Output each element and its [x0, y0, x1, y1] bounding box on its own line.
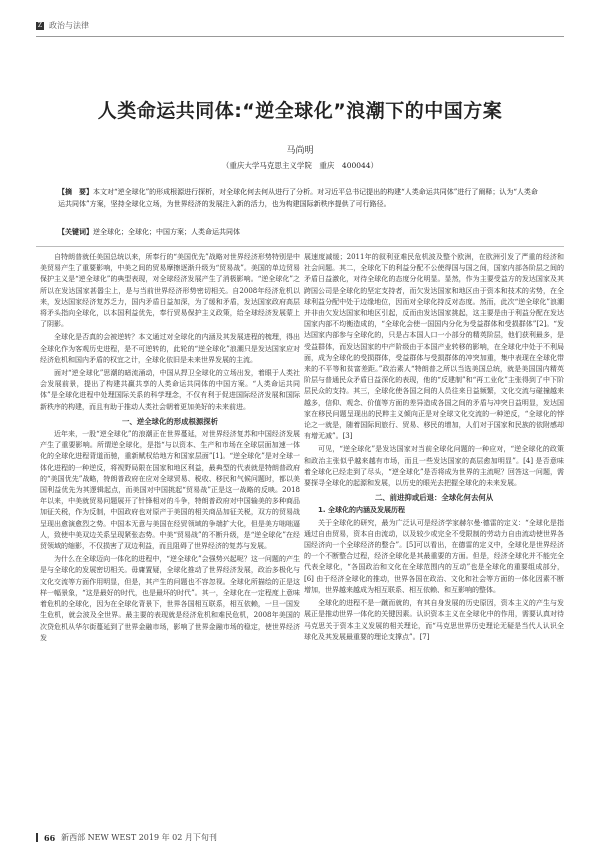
abstract	[58, 186, 542, 210]
running-header	[36, 20, 89, 31]
author-name: 马尚明	[286, 146, 314, 156]
header-rule	[36, 36, 564, 37]
journal-info: 新西部 NEW WEST 2019 年 02 月下旬刊	[61, 833, 217, 842]
paragraph: 为什么在全球迈向一体化的进程中，“逆全球化”会强势兴起呢？这一问题的产生是与全球化的发展密切相关。毋庸置疑，全球化推动了世界经济发展，政治多极化与文化交流等方面作用明显，但是，其产生的问题也不容忽视。全球化所描绘的正是这样一幅景象，“这是最好的时代，也是最坏的时代”。其一，全球化在一定程度上意味着危机的全球化，因为在全球化背景下，世界各国相互联系，相互依赖，一旦一国发生危机，就会波及全世界。最主要的表现就是经济危机和难民危机，2008年美国的次贷危机从华尔街蔓延到了世界金融市场，影响了世界金融市场的稳定，使世界经济发	[40, 555, 300, 642]
right-column	[304, 252, 564, 820]
footer-bar	[36, 833, 38, 842]
paragraph: 近年来，一股“逆全球化”的浪潮正在世界蔓延，对世界经济复苏和中国经济发展产生了重要影响。所谓逆全球化，是指“与以资本、生产和市场在全球层面加速一体化的全球化进程背道而驰，重新赋权给地方和国家层面”[1]。“逆全球化”是对全球一体化进程的一种逆反，将视野局限在国家和地区利益，最典型的代表就是特朗普政府的“美国优先”战略，特朗普政府在应对全球贸易、税收、移民和气候问题时，都以美国利益优先为其逻辑起点，而美国对中国挑起“贸易战”正是这一战略的反映。2018年以来，中美就贸易问题展开了针锋相对的斗争，特朗普政府对中国输美的多种商品加征关税，作为反制，中国政府也对原产于美国的相关商品加征关税，双方的贸易战呈现出愈演愈烈之势。中国本无意与美国在经贸领域的争端扩大化，但是美方咄咄逼人，致使中美双边关系呈现紧张态势。中美“贸易战”的不断升级，是“逆全球化”在经贸领域的缩影，不仅损害了双边利益，而且阻碍了世界经济的复苏与发展。	[40, 430, 300, 551]
article-title: 人类命运共同体:“逆全球化”浪潮下的中国方案	[97, 100, 503, 122]
section-heading: 一、逆全球化的形成根源探析	[121, 416, 219, 426]
author-affiliation: （重庆大学马克思主义学院 重庆 400044）	[221, 161, 379, 170]
paragraph: 全球化是否真的会被逆转？本文通过对全球化的内涵及其发展进程的梳理，得出全球化作为客观历史进程，是不可逆转的，此轮的“逆全球化”浪潮只是发达国家应对经济危机和国内矛盾的权宜之计，全球化依旧是未来世界发展的主流。	[40, 333, 300, 364]
paragraph: 全球化的进程不是一蹴而就的，有其自身发展的历史原因，资本主义的产生与发展正是推动世界一体化的关键因素。认识资本主义在全球化中的作用，需要认真对待马克思关于资本主义发展的相关理论，而“马克思世界历史理论无疑是当代人认识全球化及其发展最重要的理论支撑点”。[7]	[304, 599, 564, 641]
paragraph: 可见，“逆全球化”是发达国家对当前全球化问题的一种应对，“逆全球化的政策和政治主张似乎越来越有市场，而且一些发达国家的高层愈加明显”。[4] 是否意味着全球化已经走到了尽头，“逆全球化”是否将成为世界的主流呢？回答这一问题，需要探寻全球化的起源和发展，以历史的眼光去把握全球化的未来发展。	[304, 445, 564, 488]
section-icon: Z	[37, 21, 43, 29]
page-number: 66	[44, 832, 56, 843]
abstract-separator	[36, 246, 564, 247]
keywords-label: 【关键词】	[58, 227, 93, 236]
keywords	[58, 226, 542, 238]
abstract-label: 【摘 要】	[58, 187, 93, 196]
keywords-text: 逆全球化；全球化；中国方案；人类命运共同体	[93, 228, 240, 236]
paragraph: 展速度减缓；2011年的叙利亚难民危机波及整个欧洲，在欧洲引发了严重的经济和社会问题。其二，全球化下的利益分配不公使得国与国之间，国家内部各阶层之间的矛盾日益激化，对待全球化的态度分化明显。显然，作为主要受益方的发达国家及其跨国公司是全球化的坚定支持者，而欠发达国家和地区由于资本和技术的劣势，在全球利益分配中处于边缘地位，因而对全球化持反对态度。然而，此次“逆全球化”浪潮并非由欠发达国家和地区引起，反而由发达国家挑起，这主要是由于利益分配在发达国家内部不均衡造成的，“全球化会使一国国内分化为受益群体和受损群体”[2]。“发达国家内部参与全球化的，只是占本国人口一小部分的精英阶层，他们获利最多，是受益群体，而发达国家的中产阶级由于本国产业转移的影响，在全球化中处于不利局面，成为全球化的受损群体，受益群体与受损群体的冲突加重，集中表现在全球化带来的不平等和贫富差距。”政治素人“特朗普之所以当选美国总统，就是美国国内精英阶层与普通民众矛盾日益深化的表现，他的“反建制”和“再工业化”主张得到了中下阶层民众的支持。其三，全球化使各国之间的人员往来日益频繁，文化交流与碰撞越来越多，信仰、观念、价值等方面的差异造成各国之间的矛盾与冲突日益明显，发达国家在移民问题呈现出的民粹主义倾向正是对全球文化交流的一种逆反，“全球化的悖论之一就是，随着国际间旅行、贸易、移民的增加，人们对于国家和民族的依附感却有增无减”。[3]	[304, 253, 564, 441]
paragraph: 关于全球化的研究，最为广泛认可是经济学家赫尔曼·德雷的定义：“全球化是指通过自由贸易，资本自由流动，以及较少或完全不受限制的劳动力自由流动使世界各国经济向一个全球经济的整合”。[5]可以看出，在德雷的定义中，全球化是世界经济的一个不断整合过程，经济全球化是其最重要的方面。但是，经济全球化并不能完全代表全球化，“各国政治和文化在全球范围内的互动”也是全球化的重要组成部分，[6] 由于经济全球化的推动，世界各国在政治、文化和社会等方面的一体化因素不断增加，世界越来越成为相互联系、相互依赖、和互影响的整体。	[304, 518, 564, 594]
paragraph: 自特朗普就任美国总统以来，所奉行的“美国优先”战略对世界经济形势特别是中美贸易产生了重要影响，中美之间的贸易摩擦逐渐升级为“贸易战”。美国的单边贸易保护主义是“逆全球化”的典型表现，对全球经济发展产生了消极影响。“逆全球化”之所以在发达国家甚嚣尘上，是与当前世界经济形势密切相关。自2008年经济危机以来，发达国家经济复苏乏力，国内矛盾日益加深，为了缓和矛盾，发达国家政府高层将矛头指向全球化，以本国利益优先，奉行贸易保护主义政策，给全球经济发展蒙上了阴影。	[40, 253, 300, 329]
section-heading: 二、前进抑或后退：全球化何去何从	[374, 493, 494, 503]
section-label: 政治与法律	[49, 21, 89, 30]
left-column	[40, 252, 300, 820]
paragraph: 面对“逆全球化”思潮的暗流涌动，中国从捍卫全球化的立场出发，着眼于人类社会发展前景，提出了构建共赢共享的人类命运共同体的中国方案。“人类命运共同体”是全球化进程中处理国际关系的科学理念，不仅有利于促进国际经济发展和国际新秩序的构建，而且有助于推动人类社会朝着更加美好的未来前进。	[40, 369, 300, 411]
abstract-text: 本文对“逆全球化”的形成根源进行探析，对全球化何去何从进行了分析。对习近平总书记提出的构建“人类命运共同体”进行了阐释；认为“人类命运共同体”方案，坚持全球化立场，为世界经济的发展注入新的活力，也为构建国际新秩序提供了可行路径。	[58, 188, 538, 208]
subsection-heading: 1. 全球化的内涵及发展历程	[318, 506, 405, 515]
page-footer	[36, 832, 217, 843]
